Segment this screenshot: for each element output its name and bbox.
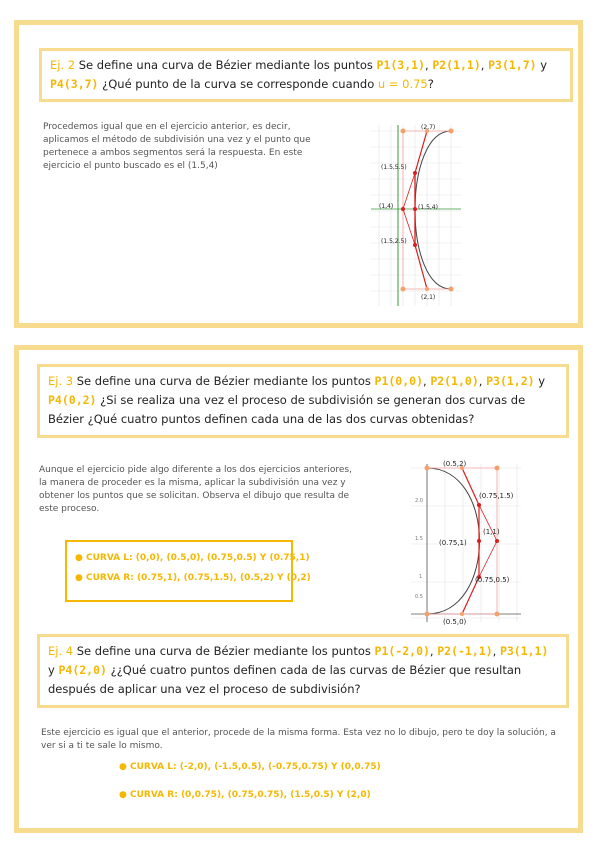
tick-1: 1: [419, 574, 423, 580]
exercise-2-graph: [365, 121, 465, 311]
graph-label-155: (1.5,5.5): [381, 164, 407, 171]
exercise-2-question: Ej. 2 Se define una curva de Bézier mediante los puntos P1(3,1), P2(1,1), P3(1,7) y P4(3,7) ¿Qué punto de la curva se corresponde cuando u = 0.75?: [39, 48, 573, 102]
exercise-3-answer-l: ● CURVA L: (0,0), (0.5,0), (0.75,0.5) Y (0.75,1): [75, 553, 310, 563]
graph-label-right: (1,1): [483, 528, 500, 536]
graph-label-left: (1,4): [379, 203, 394, 210]
exercise-3-question: Ej. 3 Se define una curva de Bézier mediante los puntos P1(0,0), P2(1,0), P3(1,2) y P4(0,2) ¿Si se realiza una vez el proceso de subdivisión se generan dos curvas de Bézier ¿Qué cuatro puntos definen cada una de las dos curvas obtenidas?: [37, 364, 569, 438]
exercise-3-answer-r: ● CURVA R: (0.75,1), (0.75,1.5), (0.5,2) Y (0,2): [75, 573, 311, 583]
graph-label-mid: (0.75,1): [439, 539, 467, 547]
graph-label-1525: (1.5,2.5): [381, 238, 407, 245]
tick-2: 2.0: [415, 498, 423, 504]
graph-label-p2: (0.75,0.5): [475, 576, 510, 584]
exercise-3-explanation: Aunque el ejercicio pide algo diferente a los dos ejercicios anteriores, la manera de proceder es la misma, aplicar la subdivisión una vez y obtener los puntos que se solicitan. Observa el dibujo que resulta de este proceso.: [39, 465, 352, 514]
exercise-3-4-card: [14, 345, 583, 833]
graph-label-mid: (1.5,4): [418, 204, 438, 211]
tick-0-5: 0.5: [415, 594, 423, 600]
exercise-4-answer-l: ● CURVA L: (-2,0), (-1.5,0.5), (-0.75,0.75) Y (0,0.75): [119, 762, 381, 772]
graph-label-bottom: (0.5,0): [443, 618, 467, 626]
exercise-2-card: [14, 20, 583, 328]
graph-label-bottom: (2,1): [421, 294, 436, 301]
exercise-4-question: Ej. 4 Se define una curva de Bézier mediante los puntos P1(-2,0), P2(-1,1), P3(1,1) y P4(2,0) ¿¿Qué cuatro puntos definen cada de las curvas de Bézier que resultan después de aplicar una vez el proceso de subdivisión?: [37, 634, 569, 708]
exercise-3-answer-box: [65, 540, 311, 602]
tick-1-5: 1.5: [415, 536, 423, 542]
exercise-2-label: Ej. 2: [50, 58, 76, 72]
exercise-4-explanation: Este ejercicio es igual que el anterior, procede de la misma forma. Esta vez no lo dibujo, pero te doy la solución, a ver si a ti te sale lo mismo.: [41, 728, 556, 751]
exercise-4-answer-r: ● CURVA R: (0,0.75), (0.75,0.75), (1.5,0.5) Y (2,0): [119, 790, 371, 800]
exercise-4-label: Ej. 4: [48, 644, 74, 658]
exercise-2-explanation: Procedemos igual que en el ejercicio anterior, es decir, aplicamos el método de subdivisión una vez y el punto que pertenece a ambos segmentos será la respuesta. En este ejercicio el punto buscado es el (1.5,4): [43, 122, 311, 171]
graph-label-top: (2,7): [421, 124, 436, 131]
exercise-3-label: Ej. 3: [48, 374, 74, 388]
graph-label-top: (0.5,2): [443, 460, 467, 468]
graph-label-p1: (0.75,1.5): [479, 492, 514, 500]
exercise-3-graph: [397, 458, 525, 626]
